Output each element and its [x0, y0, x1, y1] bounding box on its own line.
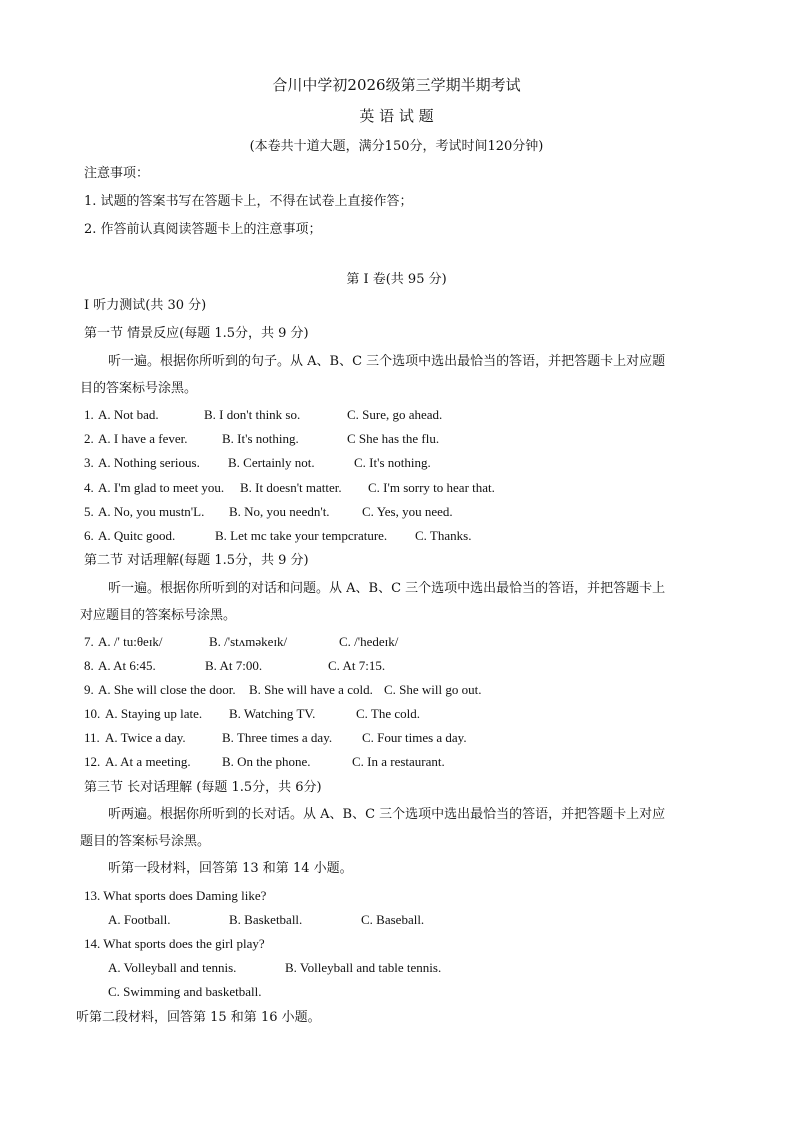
option-b: B. Volleyball and table tennis. [285, 960, 442, 975]
exam-info: (本卷共十道大题，满分150分，考试时间120分钟) [249, 139, 544, 154]
note-item-2: 2. 作答前认真阅读答题卡上的注意事项； [84, 222, 322, 237]
option-c: C She has the flu. [347, 431, 440, 446]
option-b: B. Let mc take your tempcrature. [215, 528, 388, 543]
option-c: C. /'hedeɪk/ [339, 634, 399, 649]
option-a: A. I have a fever. [98, 431, 188, 446]
option-b: B. Three times a day. [222, 730, 333, 745]
option-b: B. She will have a cold. [249, 682, 373, 697]
section3-instruction-line2: 题目的答案标号涂黑。 [80, 834, 211, 849]
option-b: B. Certainly not. [228, 455, 315, 470]
option-c: C. In a restaurant. [352, 754, 445, 769]
section1-instruction-line1: 听一遍。根据你所听到的句子。从 A、B、C 三个选项中选出最恰当的答语，并把答题卡上对应题 [108, 354, 666, 369]
question-number: 10. [84, 706, 101, 721]
option-c: C. I'm sorry to hear that. [368, 480, 495, 495]
option-c: C. Four times a day. [362, 730, 467, 745]
option-a: A. Twice a day. [105, 730, 186, 745]
question-number: 1. [84, 407, 94, 422]
section1-heading: 第一节 情景反应(每题 1.5分，共 9 分) [84, 326, 309, 341]
material1-note: 听第一段材料，回答第 13 和第 14 小题。 [108, 861, 353, 876]
option-b: B. /'stʌməkeɪk/ [209, 634, 288, 649]
option-b: B. It doesn't matter. [240, 480, 342, 495]
option-a: A. I'm glad to meet you. [98, 480, 225, 495]
option-a: A. She will close the door. [98, 682, 236, 697]
question-number: 12. [84, 754, 101, 769]
option-c: C. The cold. [356, 706, 421, 721]
option-b: B. Basketball. [229, 912, 303, 927]
option-c: C. Yes, you need. [362, 504, 453, 519]
option-c: C. Swimming and basketball. [108, 984, 262, 999]
section2-instruction-line1: 听一遍。根据你所听到的对话和问题。从 A、B、C 三个选项中选出最恰当的答语，并把答题卡上 [108, 581, 666, 596]
option-a: A. Not bad. [98, 407, 159, 422]
option-c: C. Sure, go ahead. [347, 407, 443, 422]
note-item-1: 1. 试题的答案书写在答题卡上，不得在试卷上直接作答； [84, 194, 413, 209]
option-a: A. At a meeting. [105, 754, 191, 769]
option-c: C. Thanks. [415, 528, 472, 543]
option-a: A. Staying up late. [105, 706, 203, 721]
question-number: 2. [84, 431, 94, 446]
question-number: 11. [84, 730, 100, 745]
section1-instruction-line2: 目的答案标号涂黑。 [80, 381, 198, 396]
option-a: A. No, you mustn'L. [98, 504, 205, 519]
section3-instruction-line1: 听两遍。根据你所听到的长对话。从 A、B、C 三个选项中选出最恰当的答语，并把答题卡上对应 [108, 807, 666, 822]
question-number: 7. [84, 634, 94, 649]
option-b: B. It's nothing. [222, 431, 299, 446]
option-b: B. No, you needn't. [229, 504, 330, 519]
material2-note: 听第二段材料，回答第 15 和第 16 小题。 [76, 1010, 321, 1025]
question-number: 4. [84, 480, 94, 495]
option-a: A. Volleyball and tennis. [108, 960, 237, 975]
question-number: 3. [84, 455, 94, 470]
option-b: B. I don't think so. [204, 407, 301, 422]
subject-title: 英 语 试 题 [359, 107, 434, 125]
option-b: B. On the phone. [222, 754, 311, 769]
section2-instruction-line2: 对应题目的答案标号涂黑。 [80, 608, 237, 623]
option-a: A. At 6:45. [98, 658, 156, 673]
option-c: C. At 7:15. [328, 658, 386, 673]
question-number: 5. [84, 504, 94, 519]
option-c: C. She will go out. [384, 682, 482, 697]
option-a: A. /' tu:θeɪk/ [98, 634, 163, 649]
question-number: 9. [84, 682, 94, 697]
volume-heading: 第 Ⅰ 卷(共 95 分) [346, 272, 447, 287]
question-number: 8. [84, 658, 94, 673]
notes-heading: 注意事项： [84, 166, 150, 181]
exam-title: 合川中学初2026级第三学期半期考试 [272, 76, 521, 94]
option-b: B. At 7:00. [205, 658, 263, 673]
option-c: C. Baseball. [361, 912, 425, 927]
section3-heading: 第三节 长对话理解 (每题 1.5分，共 6分) [84, 780, 322, 795]
question-14-stem: 14. What sports does the girl play? [84, 936, 265, 951]
option-a: A. Football. [108, 912, 171, 927]
option-a: A. Nothing serious. [98, 455, 200, 470]
question-13-stem: 13. What sports does Daming like? [84, 888, 267, 903]
question-number: 6. [84, 528, 94, 543]
option-b: B. Watching TV. [229, 706, 316, 721]
option-a: A. Quitc good. [98, 528, 176, 543]
section2-heading: 第二节 对话理解(每题 1.5分，共 9 分) [84, 553, 309, 568]
option-c: C. It's nothing. [354, 455, 431, 470]
part-heading: Ⅰ 听力测试(共 30 分) [84, 298, 207, 313]
